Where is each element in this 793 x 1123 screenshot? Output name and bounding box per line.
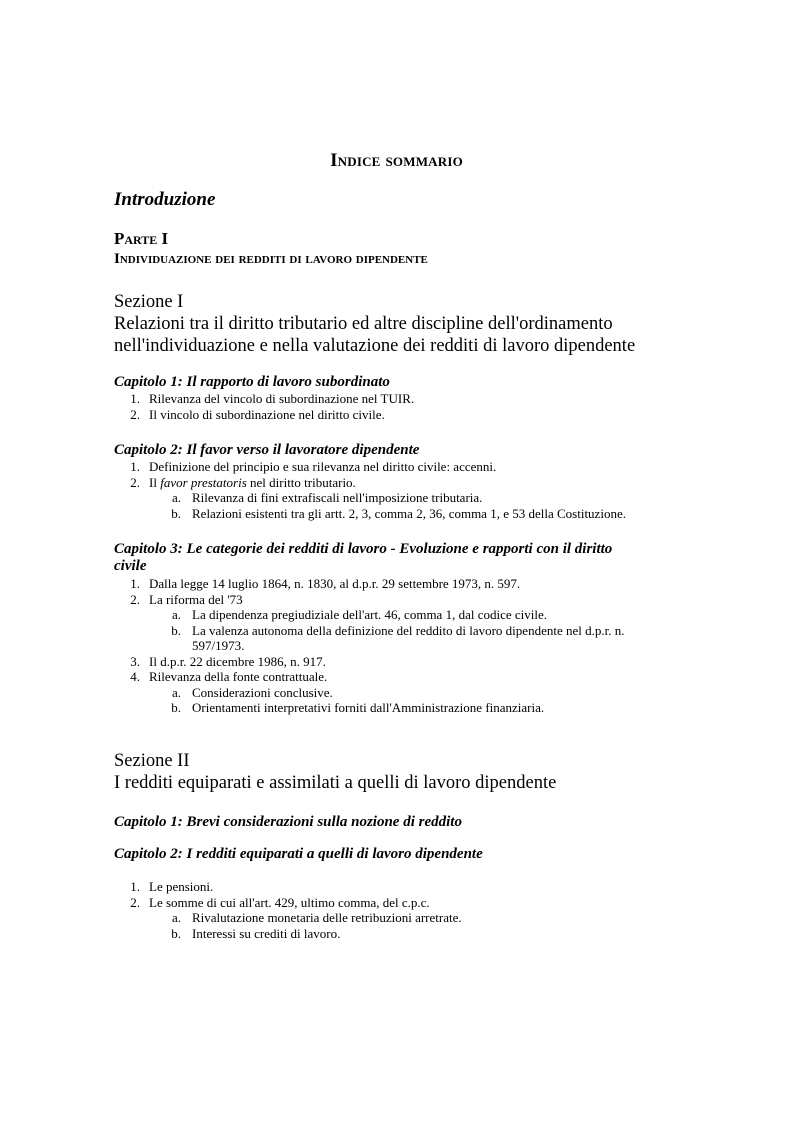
section-label: Sezione I [114,292,184,312]
item-text-emphasis: favor prestatoris [160,474,247,490]
chapter-2-list [114,459,626,521]
section-2-chapter-1-title: Capitolo 1: Brevi considerazioni sulla nozione di reddito [114,814,462,830]
chapter-3-list [114,576,624,716]
section-2-heading [114,750,714,794]
item-letter: a. [171,910,181,925]
item-letter: b. [171,700,181,715]
sub-list-item [161,700,624,716]
sub-list-item [161,910,462,926]
section-2-chapter-2-list [114,879,462,941]
part-label: Parte I [114,229,169,248]
item-number: 2. [130,406,140,422]
list-item [114,654,624,670]
item-text-line: La valenza autonoma della definizione del reddito di lavoro dipendente nel d.p.r. n. [192,622,625,638]
chapter-1-title: Capitolo 1: Il rapporto di lavoro subordinato [114,374,390,390]
list-item [114,475,626,491]
section-1-heading [114,291,714,357]
sub-list-item [161,926,462,942]
item-letter: b. [171,505,181,521]
item-text: Rilevanza della fonte contrattuale. [149,669,328,684]
item-letter: b. [171,622,181,638]
item-text: Rivalutazione monetaria delle retribuzioni arretrate. [192,910,462,925]
item-text: Le pensioni. [149,879,214,894]
item-text: Relazioni esistenti tra gli artt. 2, 3, comma 2, 36, comma 1, e 53 della Costituzione. [192,505,626,521]
item-text: Definizione del principio e sua rilevanza nel diritto civile: accenni. [149,459,497,474]
item-number: 2. [130,894,140,910]
item-text: Considerazioni conclusive. [192,684,333,700]
chapter-title-line: civile [114,558,147,574]
item-text: Il vincolo di subordinazione nel diritto civile. [149,406,385,422]
list-item [114,879,462,895]
list-item [114,576,624,592]
sub-list-item [161,490,626,506]
list-item [114,459,626,475]
introduction-heading: Introduzione [114,189,216,210]
section-title-line: I redditi equiparati e assimilati a quelli di lavoro dipendente [114,773,557,793]
chapter-2-title: Capitolo 2: Il favor verso il lavoratore dipendente [114,442,420,458]
item-letter: a. [171,490,181,505]
item-letter: b. [171,925,181,941]
part-heading [114,229,428,269]
item-text: La riforma del '73 [149,591,243,607]
item-text: Dalla legge 14 luglio 1864, n. 1830, al d.p.r. 29 settembre 1973, n. 597. [149,576,521,591]
item-text-pre: Il [149,474,161,490]
list-item [114,407,414,423]
sub-list-item [161,607,624,623]
list-item [114,895,462,911]
page-title: Indice sommario [330,150,463,171]
item-number: 1. [130,459,140,474]
section-title-line: nell'individuazione e nella valutazione dei redditi di lavoro dipendente [114,336,636,356]
section-label: Sezione II [114,751,190,771]
chapter-1-list [114,391,414,422]
list-item [114,592,624,608]
part-subtitle: Individuazione dei redditi di lavoro dipendente [114,251,428,267]
item-text: Rilevanza di fini extrafiscali nell'imposizione tributaria. [192,490,483,505]
item-text [192,623,624,654]
item-number: 4. [130,669,140,684]
item-number: 2. [130,591,140,607]
item-text-post: nel diritto tributario. [246,474,356,490]
section-2-chapter-2-title: Capitolo 2: I redditi equiparati a quelli di lavoro dipendente [114,846,483,862]
item-number: 1. [130,391,140,406]
chapter-title-line: Capitolo 3: Le categorie dei redditi di lavoro - Evoluzione e rapporti con il diritto [114,541,613,557]
list-item [114,391,414,407]
chapter-3-title [114,541,674,575]
item-number: 2. [130,474,140,490]
item-text: Il d.p.r. 22 dicembre 1986, n. 917. [149,653,326,669]
item-number: 1. [130,576,140,591]
sub-list-item [161,623,624,654]
list-item [114,669,624,685]
item-text: La dipendenza pregiudiziale dell'art. 46, comma 1, dal codice civile. [192,607,547,622]
item-letter: a. [171,607,181,622]
item-number: 1. [130,879,140,894]
section-title-line: Relazioni tra il diritto tributario ed altre discipline dell'ordinamento [114,314,613,334]
item-text: Interessi su crediti di lavoro. [192,925,341,941]
sub-list-item [161,506,626,522]
sub-list-item [161,685,624,701]
item-text: Orientamenti interpretativi forniti dall'Amministrazione finanziaria. [192,700,545,715]
item-number: 3. [130,653,140,669]
item-letter: a. [171,684,181,700]
item-text-line: 597/1973. [192,638,245,653]
item-text: Rilevanza del vincolo di subordinazione nel TUIR. [149,391,415,406]
item-text: Le somme di cui all'art. 429, ultimo comma, del c.p.c. [149,894,430,910]
